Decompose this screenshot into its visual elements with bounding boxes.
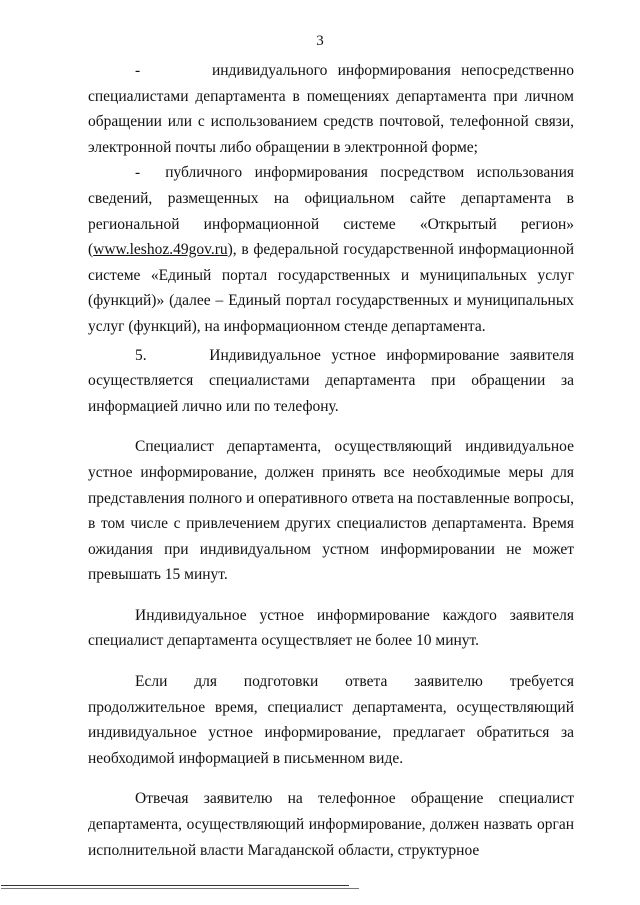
paragraph-written-request: Если для подготовки ответа заявителю требуется продолжительное время, специалист департамента, осуществляющий индивидуальное устное информирование, предлагает обратиться за необходимой информацией в письменном виде.	[88, 673, 574, 767]
website-link[interactable]: www.leshoz.49gov.ru	[93, 241, 228, 259]
paragraph-informing-duration: Индивидуальное устное информирование каждого заявителя специалист департамента осуществляет не более 10 минут.	[88, 606, 574, 650]
paragraph-public-informing-text: - публичного информирования посредством использования сведений, размещенных на официальном сайте департамента в региональной информационной системе «Открытый регион» (	[88, 164, 574, 259]
page-number: 3	[316, 33, 324, 49]
document-body	[88, 58, 574, 863]
footer-rule-shadow	[1, 888, 359, 889]
paragraph-phone-answer: Отвечая заявителю на телефонное обращение специалист департамента, осуществляющий информирование, должен назвать орган исполнительной власти Магаданской области, структурное	[88, 790, 574, 859]
paragraph-individual-informing: - индивидуального информирования непосредственно специалистами департамента в помещениях департамента при личном обращении или с использованием средств почтовой, телефонной связи, электронной почты либо обращении в электронной форме;	[88, 62, 574, 156]
paragraph-item-5: 5. Индивидуальное устное информирование заявителя осуществляется специалистами департамента при обращении за информацией лично или по телефону.	[88, 346, 574, 415]
paragraph-public-informing	[88, 160, 574, 339]
footer-rule	[1, 885, 349, 886]
paragraph-public-informing-text-end: ), в федеральной государственной информационной системе «Единый портал государственных и муниципальных услуг (функций)» (далее – Единый портал государственных и муниципальных услуг (функций), на информационном стенде департамента.	[88, 241, 574, 335]
paragraph-specialist-duties: Специалист департамента, осуществляющий индивидуальное устное информирование, должен принять все необходимые меры для представления полного и оперативного ответа на поставленные вопросы, в том числе с привлечением других специалистов департамента. Время ожидания при индивидуальном устном информировании не может превышать 15 минут.	[88, 438, 574, 584]
